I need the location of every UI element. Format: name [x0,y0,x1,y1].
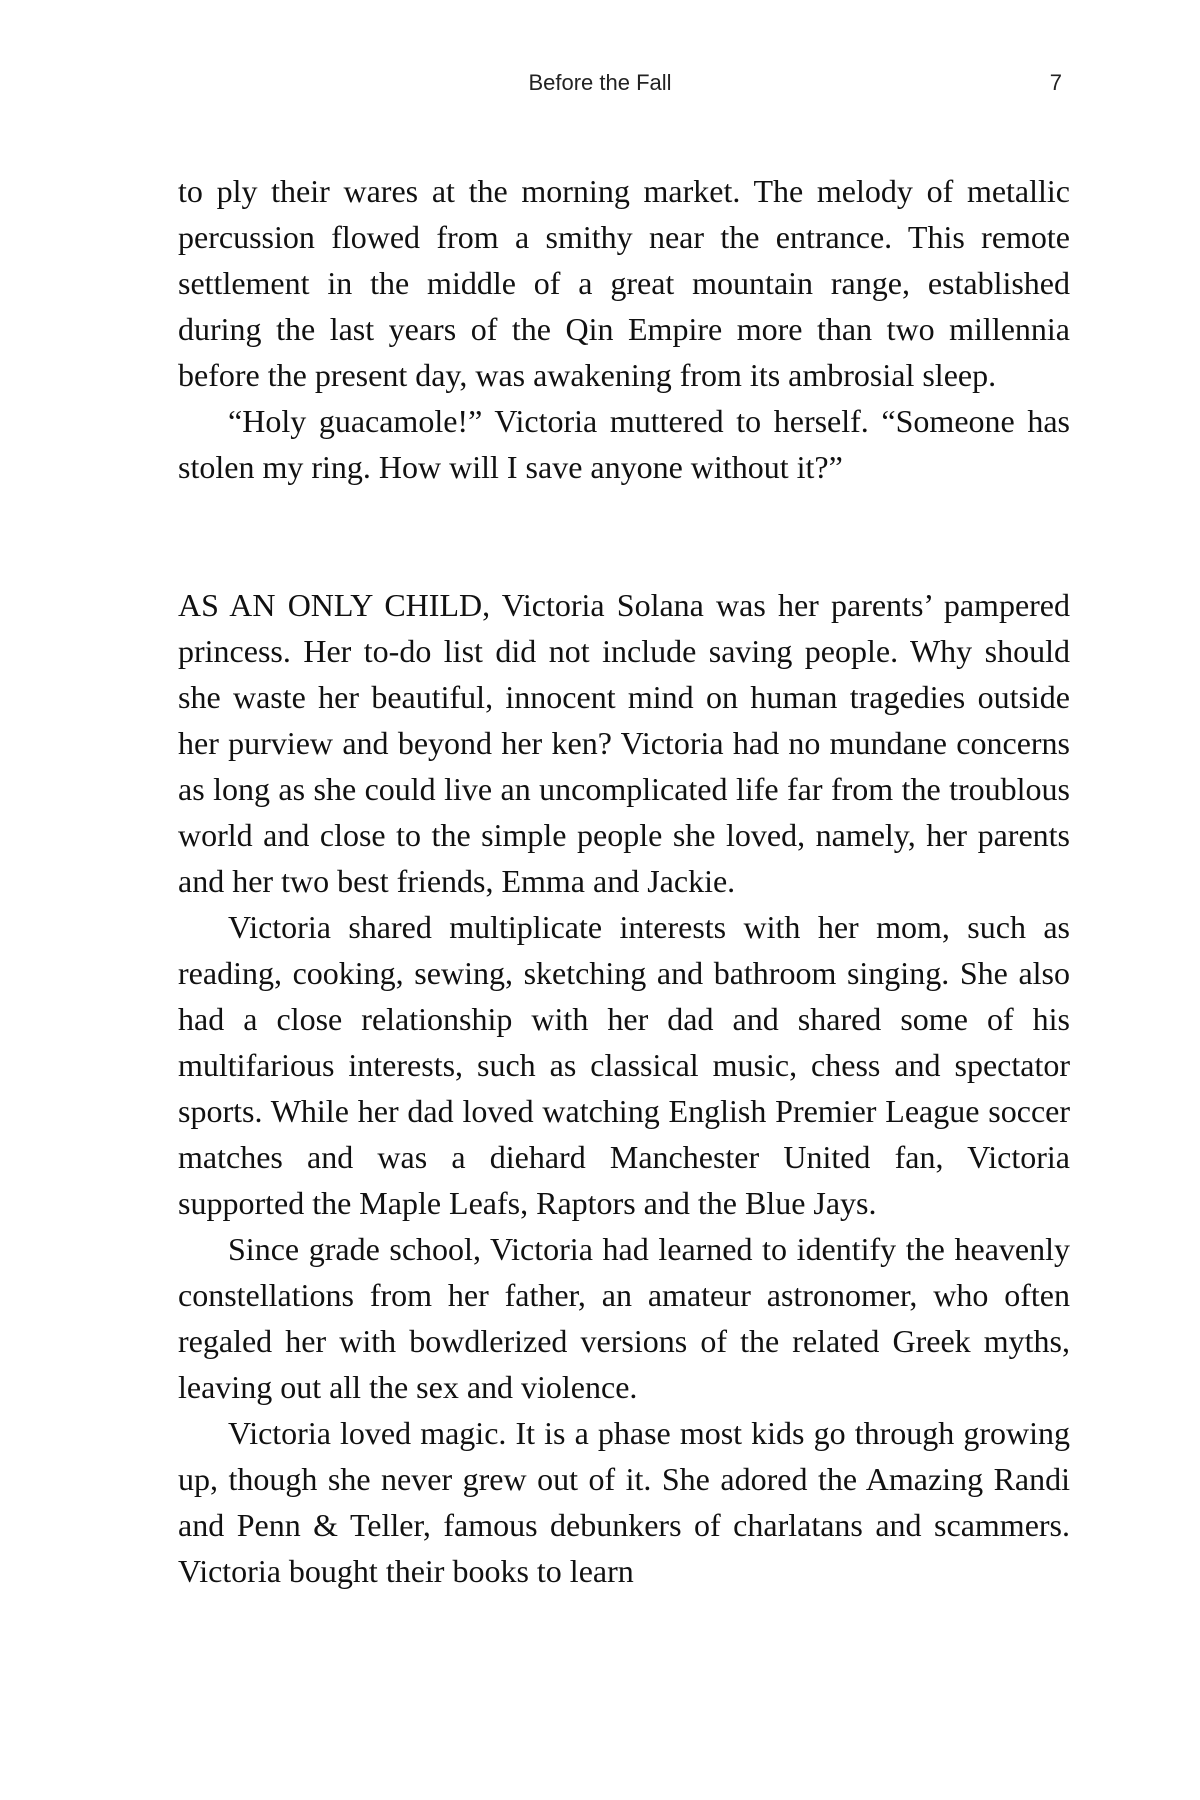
section-break [178,490,1070,582]
paragraph: “Holy guacamole!” Victoria muttered to herself. “Someone has stolen my ring. How will I save anyone without it?” [178,403,1070,485]
paragraph: to ply their wares at the morning market. The melody of metallic percussion flowed from a smithy near the entrance. This remote settlement in the middle of a great mountain range, established during the last years of the Qin Empire more than two millennia before the present day, was awakening from its ambrosial sleep. [178,173,1070,393]
page-number: 7 [1049,70,1062,95]
paragraph: Victoria shared multiplicate interests with her mom, such as reading, cooking, sewing, sketching and bathroom singing. She also had a close relationship with her dad and shared some of his multifarious interests, such as classical music, chess and spectator sports. While her dad loved watching English Premier League soccer matches and was a diehard Manchester United fan, Victoria supported the Maple Leafs, Raptors and the Blue Jays. [178,909,1070,1221]
running-title: Before the Fall [528,70,672,95]
paragraph: Since grade school, Victoria had learned to identify the heavenly constellations from her father, an amateur astronomer, who often regaled her with bowdlerized versions of the related Greek myths, leaving out all the sex and violence. [178,1231,1070,1405]
running-head [0,70,1200,102]
paragraph: AS AN ONLY CHILD, Victoria Solana was her parents’ pampered princess. Her to-do list did not include saving people. Why should she waste her beautiful, innocent mind on human tragedies outside her purview and beyond her ken? Victoria had no mundane concerns as long as she could live an uncomplicated life far from the troublous world and close to the simple people she loved, namely, her parents and her two best friends, Emma and Jackie. [178,587,1070,899]
body-text [178,168,1070,1594]
paragraph: Victoria loved magic. It is a phase most kids go through growing up, though she never grew out of it. She adored the Amazing Randi and Penn & Teller, famous debunkers of charlatans and scammers. Victoria bought their books to learn [178,1415,1070,1589]
